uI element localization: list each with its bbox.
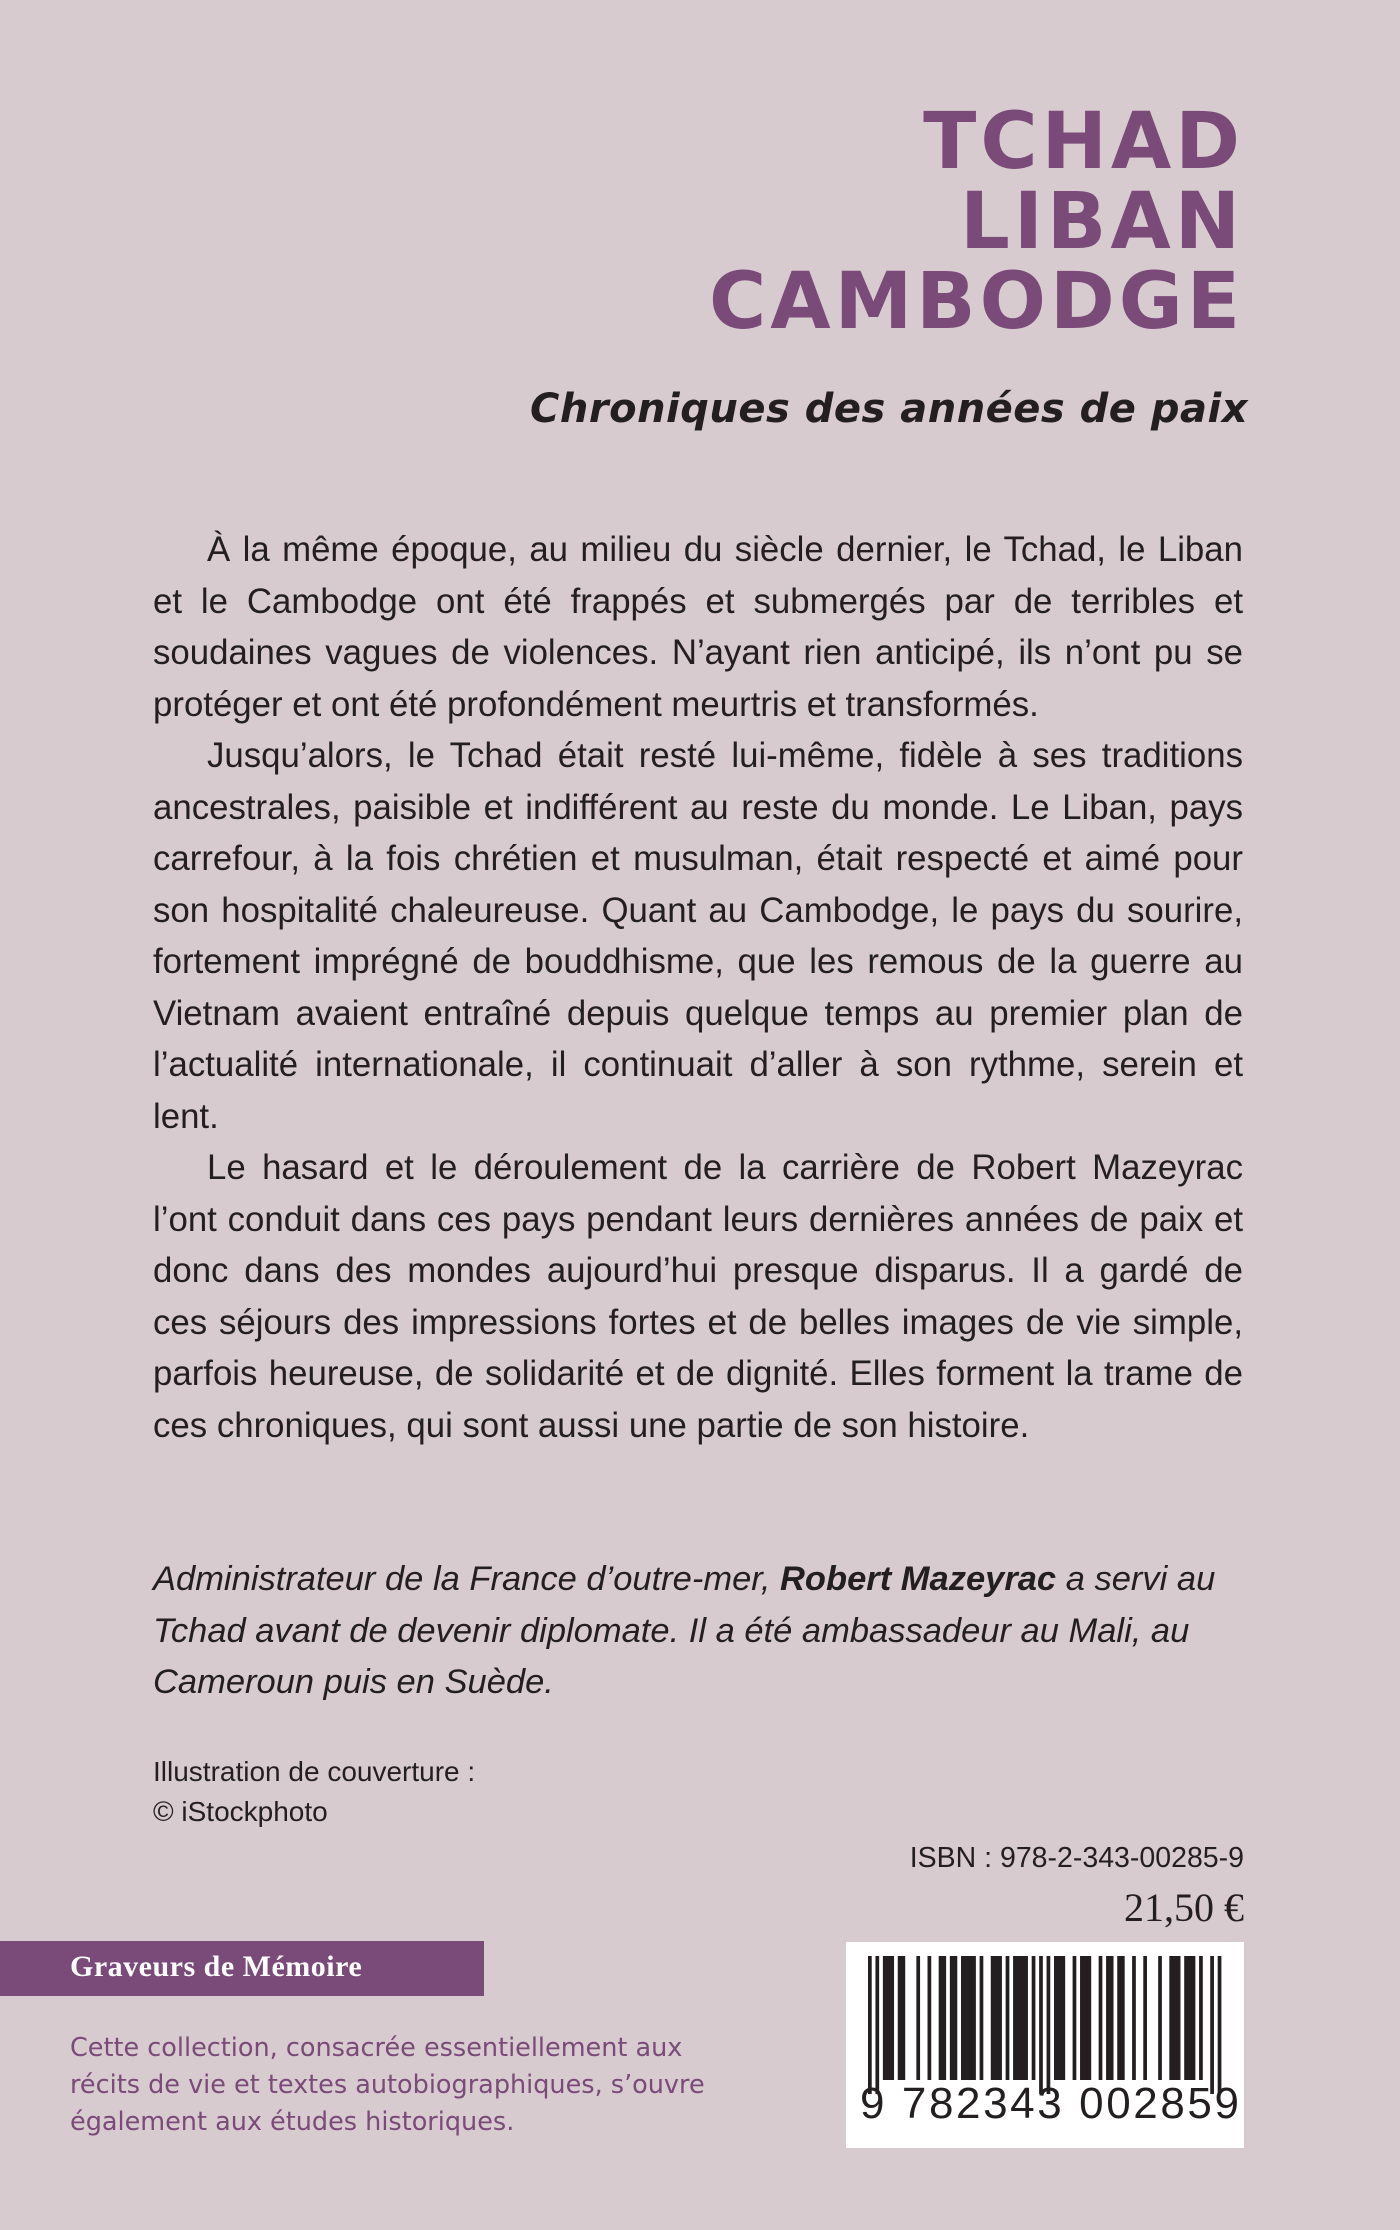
barcode-bar bbox=[991, 1956, 1002, 2080]
barcode bbox=[846, 1942, 1244, 2148]
barcode-bar bbox=[928, 1956, 932, 2080]
barcode-bar bbox=[1073, 1956, 1077, 2080]
barcode-bar bbox=[1132, 1956, 1136, 2080]
barcode-bar bbox=[1199, 1956, 1203, 2080]
isbn-number: ISBN : 978-2-343-00285-9 bbox=[909, 1842, 1244, 1874]
back-cover-blurb bbox=[153, 524, 1243, 1451]
book-title bbox=[708, 97, 1244, 347]
barcode-bar bbox=[1117, 1956, 1124, 2080]
barcode-bar bbox=[1099, 1956, 1103, 2080]
barcode-bar bbox=[1006, 1956, 1010, 2080]
barcode-bar bbox=[1054, 1956, 1065, 2080]
cover-credit-label: Illustration de couverture : bbox=[153, 1756, 476, 1787]
barcode-digits: 9 782343 002859 bbox=[860, 2079, 1242, 2128]
barcode-bar bbox=[1158, 1956, 1162, 2080]
barcode-bar bbox=[1080, 1956, 1091, 2080]
title-line-2: LIBAN bbox=[960, 177, 1244, 267]
barcode-bar bbox=[980, 1956, 984, 2080]
collection-name: Graveurs de Mémoire bbox=[70, 1950, 363, 1983]
cover-credit bbox=[153, 1752, 475, 1832]
barcode-bar bbox=[898, 1956, 905, 2080]
cover-credit-source: © iStockphoto bbox=[153, 1796, 328, 1827]
collection-description: Cette collection, consacrée essentiellement aux récits de vie et textes autobiographiques, s’ouvre également aux études historiques. bbox=[70, 2033, 705, 2137]
title-line-1: TCHAD bbox=[923, 97, 1244, 187]
barcode-bar bbox=[875, 1956, 879, 2094]
author-name: Robert Mazeyrac bbox=[780, 1560, 1057, 1598]
blurb-paragraph-1: À la même époque, au milieu du siècle dernier, le Tchad, le Liban et le Cambodge ont été frappés et submergés par de terribles et soudaines vagues de violences. N’ayant rien anticipé, ils n’ont pu se protéger et ont été profondément meurtris et transformés. bbox=[153, 530, 1243, 724]
barcode-bar bbox=[1039, 1956, 1043, 2094]
author-bio-prefix: Administrateur de la France d’outre-mer, bbox=[153, 1560, 781, 1598]
book-price: 21,50 € bbox=[1124, 1885, 1244, 1930]
barcode-bar bbox=[1143, 1956, 1147, 2080]
barcode-bar bbox=[1210, 1956, 1214, 2094]
barcode-bar bbox=[1169, 1956, 1180, 2080]
barcode-bar bbox=[1013, 1956, 1028, 2080]
title-line-3: CAMBODGE bbox=[708, 257, 1244, 347]
barcode-bar bbox=[961, 1956, 976, 2080]
barcode-bar bbox=[868, 1956, 872, 2094]
barcode-bar bbox=[1032, 1956, 1036, 2080]
barcode-bar bbox=[1047, 1956, 1051, 2094]
barcode-bar bbox=[1218, 1956, 1222, 2094]
barcode-bar bbox=[916, 1956, 920, 2080]
barcode-bar bbox=[883, 1956, 894, 2080]
barcode-bar bbox=[1184, 1956, 1195, 2080]
book-subtitle: Chroniques des années de paix bbox=[530, 386, 1248, 432]
author-bio bbox=[153, 1554, 1263, 1709]
barcode-bar bbox=[950, 1956, 957, 2080]
blurb-paragraph-3: Le hasard et le déroulement de la carrière de Robert Mazeyrac l’ont conduit dans ces pays pendant leurs dernières années de paix et donc dans des mondes aujourd’hui presque disparus. Il a gardé de ces séjours des impressions fortes et de belles images de vie simple, parfois heureuse, de solidarité et de dignité. Elles forment la trame de ces chroniques, qui sont aussi une partie de son histoire. bbox=[153, 1148, 1243, 1445]
blurb-paragraph-2: Jusqu’alors, le Tchad était resté lui-même, fidèle à ses traditions ancestrales, paisible et indifférent au reste du monde. Le Liban, pays carrefour, à la fois chrétien et musulman, était respecté et aimé pour son hospitalité chaleureuse. Quant au Cambodge, le pays du sourire, fortement imprégné de bouddhisme, que les remous de la guerre au Vietnam avaient entraîné depuis quelque temps au premier plan de l’actualité internationale, il continuait d’aller à son rythme, serein et lent. bbox=[153, 736, 1243, 1136]
author-bio-suffix: a servi au Tchad avant de devenir diplomate. Il a été ambassadeur au Mali, au Cameroun puis en Suède. bbox=[153, 1560, 1216, 1701]
barcode-bar bbox=[1106, 1956, 1113, 2080]
barcode-bar bbox=[939, 1956, 946, 2080]
